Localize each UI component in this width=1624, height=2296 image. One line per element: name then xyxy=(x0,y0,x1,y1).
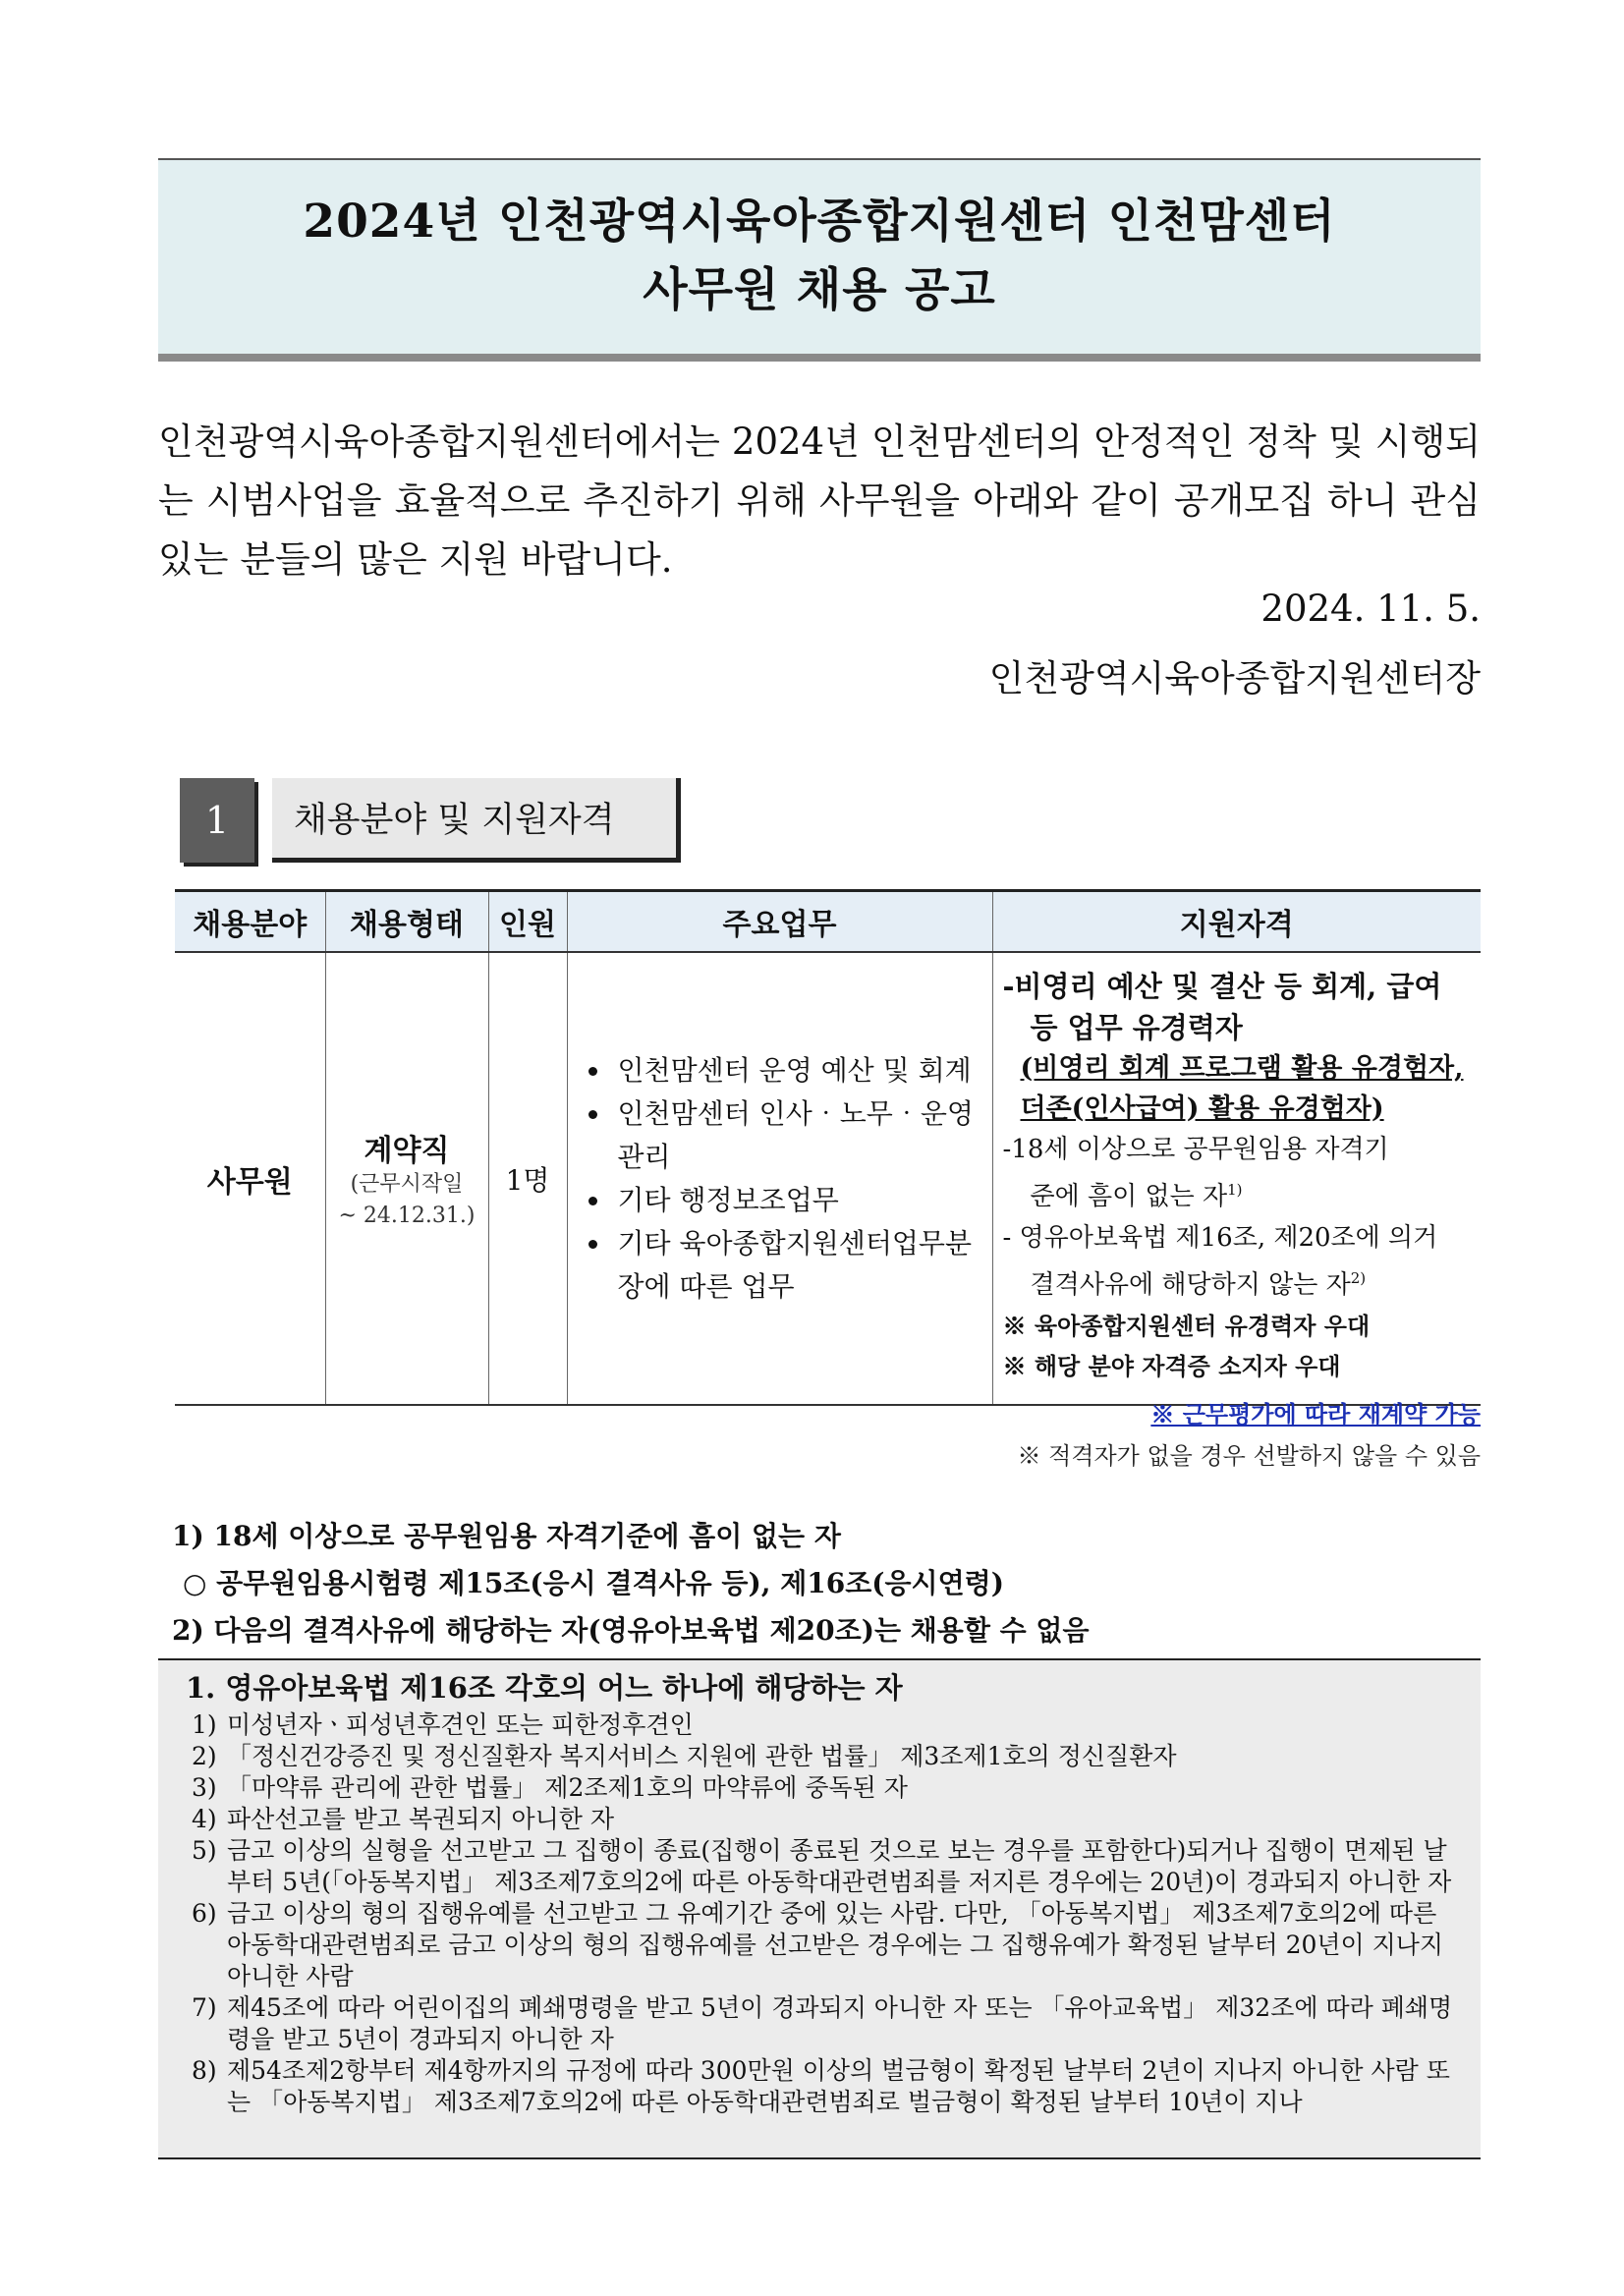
title-line-2: 사무원 채용 공고 xyxy=(643,263,996,317)
selection-note: ※ 적격자가 없을 경우 선발하지 않을 수 있음 xyxy=(1017,1442,1481,1470)
list-item: • 기타 행정보조업무 xyxy=(612,1179,991,1222)
list-item xyxy=(192,1804,1461,1835)
item-number: 4) xyxy=(192,1805,217,1833)
item-text: 미성년자ㆍ피성년후견인 또는 피한정후견인 xyxy=(227,1710,694,1739)
qual-1c: (비영리 회계 프로그램 활용 유경험자, xyxy=(1020,1053,1464,1084)
item-text: 금고 이상의 실형을 선고받고 그 집행이 종료(집행이 종료된 것으로 보는 경우를 포함한다)되거나 집행이 면제된 날부터 5년(「아동복지법」 제3조제7호의2에 따른 아동학대관련범죄를 저지른 경우에는 20년)이 경과되지 아니한 자 xyxy=(227,1836,1452,1896)
item-number: 6) xyxy=(192,1899,217,1928)
qual-1a: -비영리 예산 및 결산 등 회계, 급여 xyxy=(1002,970,1442,1003)
employment-period-2: ~ 24.12.31.) xyxy=(338,1203,476,1228)
disqualification-list xyxy=(178,1709,1461,2118)
item-text: 「정신건강증진 및 정신질환자 복지서비스 지원에 관한 법률」 제3조제1호의 정신질환자 xyxy=(227,1742,1177,1770)
cell-qualifications xyxy=(992,952,1481,1405)
list-item: • 인천맘센터 운영 예산 및 회계 xyxy=(612,1049,991,1092)
header-type: 채용형태 xyxy=(325,891,488,953)
qual-2a: -18세 이상으로 공무원임용 자격기 xyxy=(1002,1135,1389,1164)
cell-type xyxy=(325,952,488,1405)
item-number: 7) xyxy=(192,1993,217,2022)
list-item xyxy=(192,1835,1461,1898)
title-box xyxy=(158,158,1481,362)
header-duties: 주요업무 xyxy=(567,891,992,953)
qual-1b: 등 업무 유경력자 xyxy=(1030,1011,1243,1044)
list-item xyxy=(192,1709,1461,1741)
list-item xyxy=(192,2055,1461,2118)
list-item xyxy=(192,1772,1461,1804)
qual-preference-2: ※ 해당 분야 자격증 소지자 우대 xyxy=(1002,1352,1341,1380)
item-text: 제54조제2항부터 제4항까지의 규정에 따라 300만원 이상의 벌금형이 확정된 날부터 2년이 지나지 아니한 사람 또는 「아동복지법」 제3조제7호의2에 따른 아동학대관련범죄로 벌금형이 확정된 날부터 10년이 지나 xyxy=(227,2056,1450,2116)
disqualification-box xyxy=(158,1658,1481,2159)
qual-3a: - 영유아보육법 제16조, 제20조에 의거 xyxy=(1002,1223,1438,1253)
footnote-ref-1: 1) xyxy=(1227,1181,1243,1199)
list-item xyxy=(192,1741,1461,1772)
intro-text: 인천광역시육아종합지원센터에서는 2024년 인천맘센터의 안정적인 정착 및 시행되는 시범사업을 효율적으로 추진하기 위해 사무원을 아래와 같이 공개모집 하니 관심 있는 분들의 많은 지원 바랍니다. xyxy=(158,420,1481,581)
list-item xyxy=(192,1992,1461,2055)
qual-1d: 더존(인사급여) 활용 유경험자) xyxy=(1020,1093,1384,1124)
item-number: 3) xyxy=(192,1773,217,1802)
intro-paragraph xyxy=(158,413,1481,589)
cell-field: 사무원 xyxy=(175,952,325,1405)
cell-duties xyxy=(567,952,992,1405)
footnote-2: 2) 다음의 결격사유에 해당하는 자(영유아보육법 제20조)는 채용할 수 없음 xyxy=(172,1614,1090,1647)
item-number: 8) xyxy=(192,2056,217,2085)
item-number: 5) xyxy=(192,1836,217,1865)
list-item: • 기타 육아종합지원센터업무분장에 따른 업무 xyxy=(612,1222,991,1309)
header-qualifications: 지원자격 xyxy=(992,891,1481,953)
renewal-note: ※ 근무평가에 따라 재계약 가능 xyxy=(1150,1400,1481,1428)
item-text: 금고 이상의 형의 집행유예를 선고받고 그 유예기간 중에 있는 사람. 다만, 「아동복지법」 제3조제7호의2에 따른 아동학대관련범죄로 금고 이상의 형의 집행유예를 선고받은 경우에는 그 집행유예가 확정된 날부터 20년이 지나지 아니한 사람 xyxy=(227,1899,1444,1990)
announcement-date: 2024. 11. 5. xyxy=(1260,588,1481,630)
employment-period-1: (근무시작일 xyxy=(350,1171,464,1197)
item-text: 「마약류 관리에 관한 법률」 제2조제1호의 마약류에 중독된 자 xyxy=(227,1773,908,1802)
item-text: 파산선고를 받고 복권되지 아니한 자 xyxy=(227,1805,615,1833)
header-count: 인원 xyxy=(488,891,567,953)
disqualification-heading: 1. 영유아보육법 제16조 각호의 어느 하나에 해당하는 자 xyxy=(186,1671,903,1705)
employment-type: 계약직 xyxy=(364,1133,450,1168)
item-number: 2) xyxy=(192,1742,217,1770)
item-number: 1) xyxy=(192,1710,217,1739)
title-line-1: 2024년 인천광역시육아종합지원센터 인천맘센터 xyxy=(303,195,1336,249)
footnote-1-detail: ○ 공무원임용시험령 제15조(응시 결격사유 등), 제16조(응시연령) xyxy=(183,1567,1004,1599)
table-header-row xyxy=(175,891,1481,953)
section-number: 1 xyxy=(180,778,254,863)
item-text: 제45조에 따라 어린이집의 폐쇄명령을 받고 5년이 경과되지 아니한 자 또는 「유아교육법」 제32조에 따라 폐쇄명령을 받고 5년이 경과되지 아니한 자 xyxy=(227,1993,1453,2053)
section-title: 채용분야 및 지원자격 xyxy=(272,778,681,863)
list-item: • 인천맘센터 인사‧노무‧운영관리 xyxy=(612,1092,991,1179)
footnote-ref-2: 2) xyxy=(1350,1269,1367,1287)
header-field: 채용분야 xyxy=(175,891,325,953)
list-item xyxy=(192,1898,1461,1992)
duties-list xyxy=(569,1049,991,1309)
recruitment-table xyxy=(175,889,1481,1406)
qual-2b: 준에 흠이 없는 자 xyxy=(1030,1182,1228,1211)
qual-3b: 결격사유에 해당하지 않는 자 xyxy=(1030,1270,1351,1300)
cell-count: 1명 xyxy=(488,952,567,1405)
table-row xyxy=(175,952,1481,1405)
footnote-1: 1) 18세 이상으로 공무원임용 자격기준에 흠이 없는 자 xyxy=(172,1520,841,1552)
issuer-name: 인천광역시육아종합지원센터장 xyxy=(988,657,1481,700)
qual-preference-1: ※ 육아종합지원센터 유경력자 우대 xyxy=(1002,1312,1371,1340)
